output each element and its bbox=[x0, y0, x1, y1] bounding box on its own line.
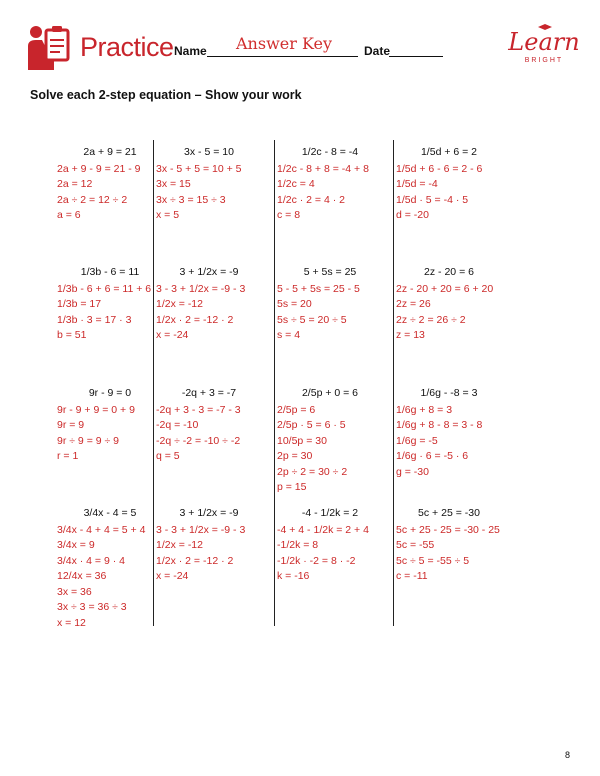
date-field[interactable] bbox=[389, 56, 443, 57]
solution-step: 1/2x = -12 bbox=[156, 539, 203, 551]
solution-step: -2q = -10 bbox=[156, 419, 199, 431]
solution-step: 12/4x = 36 bbox=[57, 570, 107, 582]
solution-step: 2p ÷ 2 = 30 ÷ 2 bbox=[277, 465, 348, 478]
solution-step: 1/5d = -4 bbox=[396, 178, 438, 190]
solution-step: 1/2c · 2 = 4 · 2 bbox=[277, 193, 345, 206]
solution-step: 2a ÷ 2 = 12 ÷ 2 bbox=[57, 193, 128, 206]
equation-problem: 3 + 1/2x = -9 bbox=[179, 266, 239, 278]
solution-step: 1/2x · 2 = -12 · 2 bbox=[156, 313, 234, 326]
solution-step: 1/6g + 8 = 3 bbox=[396, 403, 453, 416]
solution-step: 1/2c - 8 + 8 = -4 + 8 bbox=[277, 162, 369, 175]
name-field[interactable] bbox=[207, 56, 358, 57]
solution-step: 1/5d · 5 = -4 · 5 bbox=[396, 193, 469, 206]
solution-step: a = 6 bbox=[57, 209, 81, 221]
solution-step: 2z = 26 bbox=[396, 298, 431, 310]
equation-problem: 9r - 9 = 0 bbox=[88, 387, 132, 399]
equation-problem: 3/4x - 4 = 5 bbox=[83, 507, 137, 519]
equation-cell bbox=[156, 145, 274, 224]
equation-cell bbox=[277, 145, 395, 224]
brand-subtitle: BRIGHT bbox=[524, 57, 564, 64]
solution-step: 2a + 9 - 9 = 21 - 9 bbox=[57, 162, 141, 175]
solution-step: g = -30 bbox=[396, 465, 429, 478]
solution-step: x = 5 bbox=[156, 209, 180, 221]
solution-step: -2q + 3 - 3 = -7 - 3 bbox=[156, 403, 241, 416]
equation-problem: 5c + 25 = -30 bbox=[418, 507, 480, 519]
solution-step: 1/6g · 6 = -5 · 6 bbox=[396, 450, 469, 462]
solution-step: s = 4 bbox=[277, 329, 301, 341]
solution-step: 5c ÷ 5 = -55 ÷ 5 bbox=[396, 554, 470, 567]
equation-cell bbox=[277, 506, 395, 585]
equation-cell bbox=[156, 265, 274, 344]
solution-step: q = 5 bbox=[156, 450, 180, 462]
equation-cell bbox=[396, 265, 514, 344]
solution-step: 1/3b · 3 = 17 · 3 bbox=[57, 313, 132, 326]
solution-step: 3 - 3 + 1/2x = -9 - 3 bbox=[156, 282, 246, 295]
solution-step: -2q ÷ -2 = -10 ÷ -2 bbox=[156, 434, 241, 447]
equation-cell bbox=[396, 145, 514, 224]
page-title: Practice bbox=[80, 32, 174, 62]
equation-cell bbox=[156, 386, 274, 465]
equation-problem: 2a + 9 = 21 bbox=[83, 146, 137, 158]
brand-logo bbox=[508, 24, 580, 70]
equation-problem: 1/3b - 6 = 11 bbox=[80, 266, 140, 278]
solution-step: 3/4x = 9 bbox=[57, 539, 95, 551]
equation-cell bbox=[156, 506, 274, 585]
solution-step: 2/5p = 6 bbox=[277, 403, 316, 416]
solution-step: 3x = 36 bbox=[57, 585, 92, 598]
solution-step: 3x = 15 bbox=[156, 178, 191, 190]
solution-step: 1/3b = 17 bbox=[57, 298, 102, 310]
solution-step: 1/2x = -12 bbox=[156, 298, 203, 310]
equation-cell bbox=[396, 386, 514, 480]
answer-key-label: Answer Key bbox=[236, 34, 332, 53]
solution-step: 3/4x - 4 + 4 = 5 + 4 bbox=[57, 523, 146, 536]
date-label: Date bbox=[364, 44, 391, 58]
solution-step: 2/5p · 5 = 6 · 5 bbox=[277, 419, 346, 431]
solution-step: x = -24 bbox=[156, 329, 189, 341]
solution-step: 3x ÷ 3 = 36 ÷ 3 bbox=[57, 601, 127, 613]
equation-cell bbox=[277, 386, 395, 496]
solution-step: r = 1 bbox=[57, 450, 79, 462]
solution-step: x = 12 bbox=[57, 616, 86, 629]
equation-problem: 2z - 20 = 6 bbox=[424, 266, 474, 278]
solution-step: 9r ÷ 9 = 9 ÷ 9 bbox=[57, 434, 120, 447]
solution-step: 1/3b - 6 + 6 = 11 + 6 bbox=[57, 282, 152, 295]
instructions: Solve each 2-step equation – Show your work bbox=[30, 88, 302, 102]
solution-step: 2p = 30 bbox=[277, 450, 313, 462]
solution-step: -1/2k = 8 bbox=[277, 539, 319, 551]
solution-step: 10/5p = 30 bbox=[277, 434, 327, 447]
solution-step: -1/2k · -2 = 8 · -2 bbox=[277, 554, 356, 567]
solution-step: x = -24 bbox=[156, 570, 189, 582]
equation-problem: 3 + 1/2x = -9 bbox=[179, 507, 239, 519]
equation-problem: -4 - 1/2k = 2 bbox=[301, 507, 359, 519]
equation-problem: 3x - 5 = 10 bbox=[184, 146, 234, 158]
solution-step: 1/2c = 4 bbox=[277, 178, 315, 190]
solution-step: p = 15 bbox=[277, 481, 307, 493]
solution-step: 2a = 12 bbox=[57, 178, 93, 190]
equation-problem: 5 + 5s = 25 bbox=[303, 266, 357, 278]
solution-step: 3/4x · 4 = 9 · 4 bbox=[57, 554, 125, 567]
equation-problem: 1/2c - 8 = -4 bbox=[301, 146, 359, 158]
solution-step: 2z - 20 + 20 = 6 + 20 bbox=[396, 282, 494, 295]
solution-step: 5c + 25 - 25 = -30 - 25 bbox=[396, 523, 500, 536]
equation-problem: 1/5d + 6 = 2 bbox=[420, 146, 478, 158]
solution-step: 1/6g + 8 - 8 = 3 - 8 bbox=[396, 419, 483, 431]
solution-step: 3x - 5 + 5 = 10 + 5 bbox=[156, 162, 242, 175]
solution-step: 1/2x · 2 = -12 · 2 bbox=[156, 554, 234, 567]
solution-step: 2z ÷ 2 = 26 ÷ 2 bbox=[396, 313, 466, 326]
solution-step: 5s = 20 bbox=[277, 298, 312, 310]
solution-step: 3x ÷ 3 = 15 ÷ 3 bbox=[156, 193, 226, 206]
worksheet-header bbox=[0, 0, 600, 80]
practice-icon bbox=[26, 24, 72, 70]
solution-step: -4 + 4 - 1/2k = 2 + 4 bbox=[277, 523, 369, 536]
solution-step: 5s ÷ 5 = 20 ÷ 5 bbox=[277, 313, 347, 326]
solution-step: 3 - 3 + 1/2x = -9 - 3 bbox=[156, 523, 246, 536]
column-divider bbox=[274, 140, 275, 626]
equation-problem: -2q + 3 = -7 bbox=[181, 387, 237, 399]
solution-step: 5 - 5 + 5s = 25 - 5 bbox=[277, 282, 360, 295]
solution-step: 1/6g = -5 bbox=[396, 434, 438, 447]
solution-step: k = -16 bbox=[277, 570, 310, 582]
solution-step: z = 13 bbox=[396, 329, 425, 341]
equation-problem: 1/6g - -8 = 3 bbox=[420, 387, 478, 399]
solution-step: b = 51 bbox=[57, 329, 87, 341]
page-number: 8 bbox=[565, 750, 571, 760]
solution-step: c = -11 bbox=[396, 570, 428, 582]
solution-step: 1/5d + 6 - 6 = 2 - 6 bbox=[396, 162, 483, 175]
equation-problem: 2/5p + 0 = 6 bbox=[301, 387, 359, 399]
solution-step: 5c = -55 bbox=[396, 539, 435, 551]
name-label: Name bbox=[174, 44, 207, 58]
solution-step: c = 8 bbox=[277, 209, 301, 221]
solution-step: d = -20 bbox=[396, 209, 429, 221]
equation-cell bbox=[396, 506, 514, 585]
brand-name: Learn bbox=[508, 28, 580, 56]
solution-step: 9r = 9 bbox=[57, 419, 85, 431]
solution-step: 9r - 9 + 9 = 0 + 9 bbox=[57, 403, 135, 416]
equation-cell bbox=[277, 265, 395, 344]
